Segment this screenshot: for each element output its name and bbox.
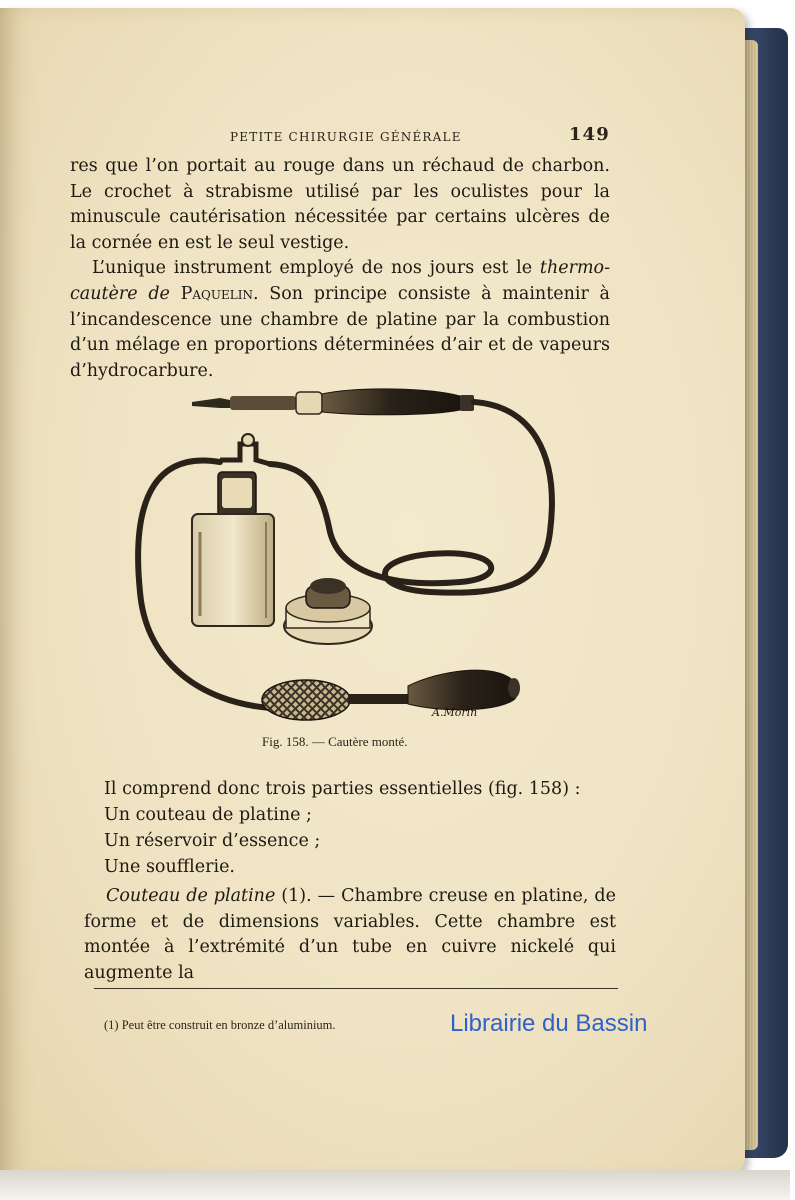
paragraph-1-text: res que l’on portait au rouge dans un réchaud de charbon. Le crochet à strabisme utilisé par les oculistes pour la minuscule cautérisation nécessitée par certains ulcères de la cornée en est le seul vestige. (70, 156, 610, 253)
cautery-illustration (130, 382, 570, 722)
running-title: PETITE CHIRURGIE GÉNÉRALE (230, 130, 462, 144)
paragraph-2-start: L’unique instrument employé de nos jours est le (92, 258, 540, 279)
list-intro: Il comprend donc trois parties essentielles (fig. 158) : (104, 779, 581, 799)
paragraph-2 (70, 256, 610, 384)
list-item: Une soufflerie. (104, 857, 235, 877)
paquelin-name: Paquelin (180, 283, 253, 304)
paragraph-1 (70, 154, 610, 384)
paragraph-3-text (84, 884, 616, 986)
bellows (262, 670, 520, 720)
platinum-knife (192, 389, 474, 415)
rubber-tube-loop (270, 402, 552, 593)
footnote-ref: (1). — (275, 886, 342, 906)
spirit-lamp (284, 578, 372, 644)
page-header (70, 124, 610, 150)
figure-caption: Fig. 158. — Cautère monté. (262, 734, 408, 749)
paragraph-3-italic: Couteau de platine (106, 886, 276, 906)
paragraph-2-italic: thermo-cautère de (70, 258, 610, 304)
list-item: Un couteau de platine ; (104, 805, 312, 825)
paragraph-3-body: Chambre creuse en platine, de forme et de dimensions variables. Cette chambre est montée à l’extrémité d’un tube en cuivre nickelé qui augmente la (84, 886, 616, 983)
engraver-signature: A.Morin (432, 706, 478, 719)
watermark: Librairie du Bassin (450, 1010, 648, 1037)
list-item: Un réservoir d’essence ; (104, 831, 321, 851)
paragraph-2-end: . Son principe consiste à maintenir à l’incandescence une chambre de platine par la combustion d’un mélage en proportions déterminées d’air et de vapeurs d’hydrocarbure. (70, 283, 610, 381)
parts-list (104, 776, 614, 880)
background-surface (0, 1170, 790, 1200)
footnote: (1) Peut être construit en bronze d’aluminium. (104, 1018, 336, 1032)
paragraph-3 (84, 884, 616, 986)
page-number: 149 (568, 124, 610, 145)
footnote-rule (94, 988, 618, 989)
